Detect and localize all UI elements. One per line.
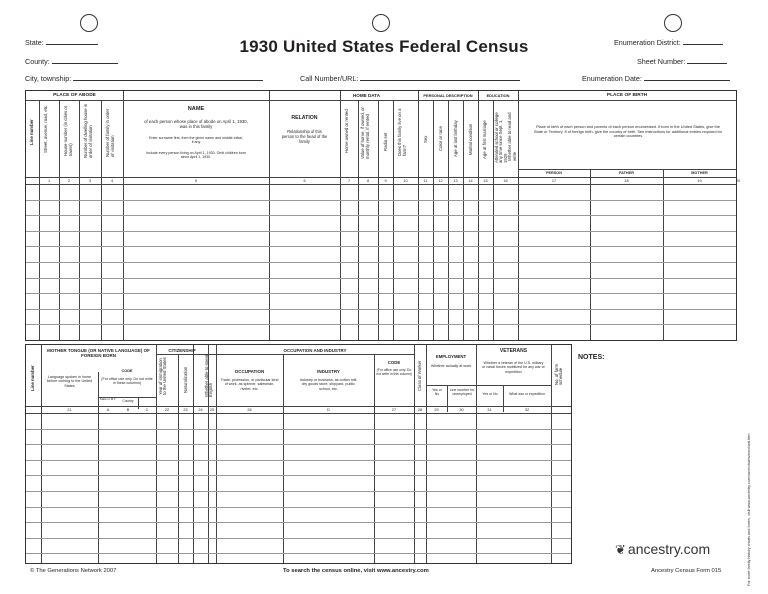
group-home-data: HOME DATA (352, 93, 381, 98)
form-number: Ancestry Census Form 015 (651, 568, 722, 574)
bottom-col-state-mt: State or M.T. (99, 397, 117, 401)
bottom-col-line-unemployed: Line number for unemployed (449, 388, 475, 397)
table-row[interactable] (26, 293, 736, 294)
leaf-icon: ❦ (615, 542, 626, 557)
column-number: 28 (417, 408, 423, 412)
col-home-owned: Home owned or rented (344, 109, 349, 153)
ancestry-logo (615, 541, 710, 558)
bottom-col-farm-schedule: No. of farm schedule (554, 363, 564, 385)
table-row[interactable] (26, 262, 736, 263)
table-row[interactable] (26, 553, 571, 554)
column-number: 15 (483, 179, 488, 183)
bottom-occupation-sub: Trade, profession, or particular kind of work, as spinner, salesman, riveter, etc. (220, 378, 279, 391)
punch-hole-right (664, 14, 682, 32)
column-number: 27 (391, 408, 397, 412)
state-field[interactable] (25, 37, 98, 47)
bottom-occupation-heading: OCCUPATION (234, 369, 265, 374)
bottom-employment-sub: Whether actually at work (430, 364, 472, 368)
bottom-col-year-immigration: Year of immigration to the United States (158, 357, 168, 395)
column-number: 21 (67, 408, 72, 412)
bottom-col-country: Country (122, 399, 134, 403)
column-number: 6 (303, 179, 306, 183)
relation-heading: RELATION (291, 115, 318, 121)
date-field[interactable] (582, 73, 730, 83)
col-radio-set: Radio set (383, 132, 388, 151)
name-instruction-1: Enter surname first, then the given name and middle initial, if any (149, 136, 243, 145)
search-note: To search the census online, visit www.ancestry.com (283, 568, 429, 574)
punch-hole-center (372, 14, 390, 32)
bottom-col-yes-no: Yes or No (432, 388, 442, 397)
city-label: City, township: (25, 74, 72, 83)
bottom-code-note: (For office use only. Do not write in these columns) (101, 377, 153, 386)
col-street: Street, avenue, road, etc. (43, 104, 48, 153)
column-number: 1 (47, 179, 51, 183)
column-number: B (126, 408, 130, 412)
place-of-birth-note: Place of birth of each person and parents of each person enumerated. If born in the United States, give the State or Territory. If of foreign birth, give the country of birth. See instructions for additional entries required for certain countries (533, 124, 723, 139)
column-number: 24 (198, 408, 203, 412)
column-number: 5 (194, 179, 198, 183)
state-label: State: (25, 38, 44, 47)
bottom-industry-heading: INDUSTRY (317, 369, 340, 374)
name-heading: NAME (187, 106, 205, 112)
bottom-col-language: Language spoken in home before coming to the United States (46, 375, 93, 388)
column-number: 12 (438, 179, 443, 183)
column-number: 19 (697, 179, 702, 183)
column-number: 14 (468, 179, 473, 183)
column-number: D (327, 408, 330, 412)
bottom-col-vet-yes-no: Yes or No (482, 392, 498, 396)
column-number: 26 (247, 408, 252, 412)
bottom-group-citizenship: CITIZENSHIP (168, 348, 196, 353)
table-row[interactable] (26, 429, 571, 430)
col-home-value: Value of home, if owned, or monthly rental, if rented (360, 107, 370, 159)
bottom-col-war: What war or expedition (509, 392, 545, 396)
sheet-field[interactable] (637, 56, 727, 66)
county-label: County: (25, 57, 50, 66)
name-instruction-2: Include every person living on April 1, 1930. Omit children born since April 1, 1930. (146, 151, 246, 160)
col-marital: Marital condition (468, 123, 473, 155)
col-color-race: Color or race (438, 126, 443, 151)
table-row[interactable] (26, 507, 571, 508)
bottom-industry-sub: Industry or business, as cotton mill, dry goods store, shipyard, public school, etc. (299, 378, 358, 391)
logo-text: ancestry.com (627, 541, 711, 557)
col-sex: Sex (423, 135, 428, 143)
column-number: C (145, 408, 149, 412)
table-row[interactable] (26, 231, 736, 232)
col-mother: MOTHER (691, 171, 708, 175)
col-farm: Does this family live on a farm? (397, 108, 407, 156)
column-number: 13 (453, 179, 458, 183)
column-number: 16 (503, 179, 508, 183)
name-subheading: of each person whose place of abode on April 1, 1930, was in this family (144, 119, 248, 129)
bottom-veterans-sub: Whether a veteran of the U.S. military or naval forces mobilized for any war or expedition (482, 361, 545, 374)
col-family-number: Number of family in order of visitation (105, 108, 115, 157)
table-row[interactable] (26, 309, 736, 310)
column-number: 18 (624, 179, 629, 183)
bottom-code2-heading: CODE (387, 360, 401, 365)
column-number: 29 (434, 408, 439, 412)
district-label: Enumeration District: (614, 38, 681, 47)
bottom-code-heading: CODE (121, 369, 133, 373)
column-number: 3 (88, 179, 92, 183)
col-person: PERSON (545, 171, 563, 175)
table-row[interactable] (26, 324, 736, 325)
notes-area[interactable] (576, 364, 726, 534)
table-row[interactable] (26, 522, 571, 523)
table-row[interactable] (26, 215, 736, 216)
col-house-number: House number (in cities or towns) (63, 105, 73, 156)
group-place-of-birth: PLACE OF BIRTH (606, 93, 648, 98)
col-father: FATHER (619, 171, 634, 175)
column-number: 2 (67, 179, 71, 183)
column-number: 11 (423, 179, 428, 183)
date-label: Enumeration Date: (582, 74, 642, 83)
column-number: 4 (110, 179, 114, 183)
punch-hole-left (80, 14, 98, 32)
column-number: 30 (459, 408, 464, 412)
col-line-number: Line number (29, 119, 34, 145)
bottom-group-employment: EMPLOYMENT (435, 354, 467, 359)
sheet-label: Sheet Number: (637, 57, 686, 66)
side-note: For more family history charts and forms, visit www.ancestry.com/save/charts/ancchart.htm (747, 433, 751, 586)
group-education: EDUCATION (486, 93, 510, 98)
column-number: 22 (164, 408, 170, 412)
table-row[interactable] (26, 246, 736, 247)
column-number: 20 (736, 179, 741, 183)
bottom-col-naturalization: Naturalization (183, 366, 188, 393)
table-row[interactable] (26, 278, 736, 279)
table-row[interactable] (26, 475, 571, 476)
notes-label: NOTES: (578, 354, 605, 361)
bottom-col-line-number: Line number (30, 365, 35, 391)
table-row[interactable] (26, 538, 571, 539)
table-row[interactable] (26, 491, 571, 492)
col-age: Age at last birthday (453, 120, 458, 157)
call-number-field[interactable] (300, 73, 520, 83)
column-number: 31 (487, 408, 492, 412)
column-number: 9 (384, 179, 387, 183)
column-number: 25 (209, 408, 215, 412)
column-number: 23 (183, 408, 188, 412)
table-row[interactable] (26, 444, 571, 445)
column-number: A (106, 408, 110, 412)
bottom-group-veterans: VETERANS (499, 348, 528, 354)
col-age-marriage: Age at first marriage (482, 120, 487, 159)
group-place-of-abode: PLACE OF ABODE (53, 93, 96, 98)
call-number-label: Call Number/URL: (300, 74, 359, 83)
relation-subheading: Relationship of this person to the head of the family (281, 129, 328, 144)
bottom-code2-note: (For office use only. Do not write in this column) (376, 368, 412, 377)
page-title: 1930 United States Federal Census (239, 37, 529, 56)
column-number: 32 (524, 408, 530, 412)
col-school: Attended school or college any time since Sept. 1, 1929 (494, 112, 508, 163)
group-personal-description: PERSONAL DESCRIPTION (423, 93, 473, 98)
column-number: 17 (551, 179, 557, 183)
bottom-group-occupation-industry: OCCUPATION AND INDUSTRY (283, 348, 347, 353)
column-number: 10 (403, 179, 408, 183)
bottom-col-speak-english: Whether able to speak English (204, 354, 214, 397)
city-field[interactable] (25, 73, 263, 83)
col-dwelling-number: Number of dwelling house in order of visitation (83, 103, 93, 158)
bottom-group-mother-tongue: MOTHER TONGUE (OR NATIVE LANGUAGE) OF FOREIGN BORN (47, 348, 150, 358)
top-census-table (25, 90, 741, 341)
table-row[interactable] (26, 200, 736, 201)
district-field[interactable] (614, 37, 723, 47)
county-field[interactable] (25, 56, 118, 66)
column-number: 7 (347, 179, 351, 183)
column-number: 8 (366, 179, 370, 183)
bottom-col-class-worker: Class of Worker (417, 360, 422, 391)
copyright: © The Generations Network 2007 (30, 568, 117, 574)
col-read-write: Whether able to read and write (507, 112, 517, 161)
table-row[interactable] (26, 460, 571, 461)
bottom-census-table (25, 344, 572, 564)
